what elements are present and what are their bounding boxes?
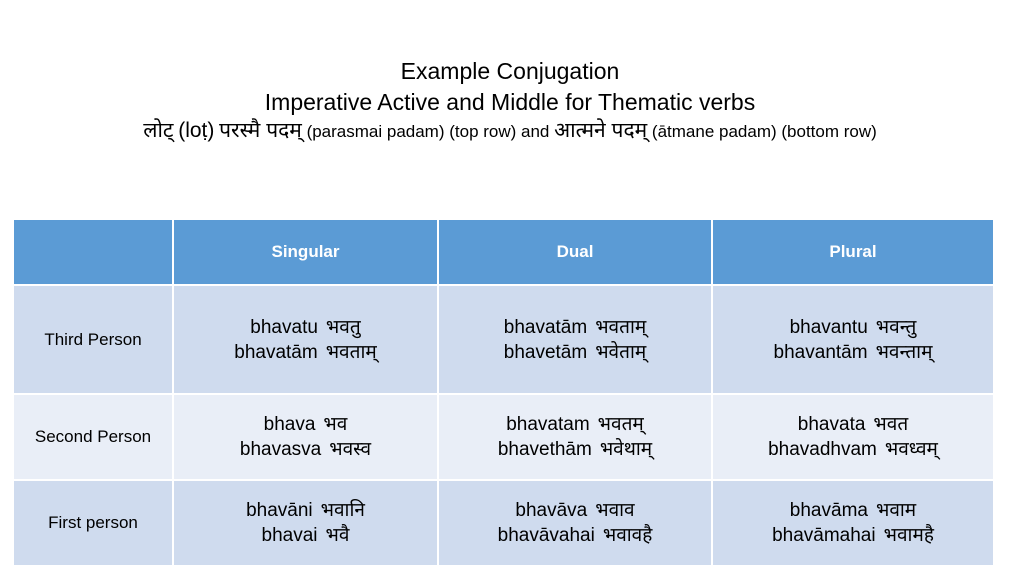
form-latin: bhavethām bbox=[497, 439, 592, 460]
caption-parasmai-iast: (parasmai padam) (top row) and bbox=[306, 122, 550, 141]
form-middle bbox=[174, 340, 437, 365]
title-block bbox=[0, 56, 1020, 145]
page-title: Example Conjugation bbox=[400, 58, 620, 84]
form-devanagari: भवामहै bbox=[883, 525, 934, 546]
form-middle bbox=[713, 437, 993, 462]
row-label-first-person: First person bbox=[13, 480, 173, 566]
form-latin: bhavāvahai bbox=[497, 525, 595, 546]
form-active bbox=[174, 315, 437, 340]
form-middle bbox=[713, 340, 993, 365]
cell-second-singular bbox=[173, 394, 438, 480]
form-devanagari: भवेताम् bbox=[595, 341, 647, 363]
caption-parasmai-devanagari: परस्मै पदम् bbox=[219, 119, 302, 142]
form-middle bbox=[174, 523, 437, 548]
form-latin: bhavatam bbox=[506, 414, 590, 435]
cell-first-plural bbox=[712, 480, 994, 566]
form-devanagari: भवन्ताम् bbox=[875, 341, 933, 363]
form-devanagari: भवाम bbox=[875, 500, 917, 521]
row-label-second-person: Second Person bbox=[13, 394, 173, 480]
form-middle bbox=[439, 437, 711, 462]
form-latin: bhavāmahai bbox=[772, 525, 876, 546]
form-latin: bhavāni bbox=[246, 500, 313, 521]
form-devanagari: भवताम् bbox=[325, 341, 377, 363]
row-label-third-person: Third Person bbox=[13, 285, 173, 394]
form-active bbox=[174, 412, 437, 437]
form-devanagari: भवानि bbox=[320, 500, 365, 521]
form-latin: bhavantu bbox=[789, 316, 868, 338]
conjugation-table bbox=[12, 218, 995, 567]
cell-first-singular bbox=[173, 480, 438, 566]
table-header-row bbox=[13, 219, 994, 285]
form-active bbox=[174, 498, 437, 523]
form-latin: bhavata bbox=[797, 414, 866, 435]
form-middle bbox=[439, 340, 711, 365]
form-devanagari: भवावहै bbox=[602, 525, 653, 546]
cell-third-singular bbox=[173, 285, 438, 394]
form-middle bbox=[439, 523, 711, 548]
caption-lot-devanagari: लोट् bbox=[143, 119, 174, 142]
table-row-second-person bbox=[13, 394, 994, 480]
form-latin: bhava bbox=[263, 414, 316, 435]
form-latin: bhavatu bbox=[250, 316, 318, 338]
header-corner-cell bbox=[13, 219, 173, 285]
form-devanagari: भवतम् bbox=[597, 414, 644, 435]
page-caption bbox=[0, 118, 1020, 145]
form-active bbox=[713, 315, 993, 340]
column-header-singular: Singular bbox=[173, 219, 438, 285]
form-active bbox=[439, 498, 711, 523]
form-latin: bhavatām bbox=[234, 341, 318, 363]
table-row-first-person bbox=[13, 480, 994, 566]
form-devanagari: भवध्वम् bbox=[884, 439, 938, 460]
form-active bbox=[713, 412, 993, 437]
form-devanagari: भवाव bbox=[595, 500, 635, 521]
form-devanagari: भवताम् bbox=[595, 316, 647, 338]
form-devanagari: भवत bbox=[873, 414, 909, 435]
column-header-dual: Dual bbox=[438, 219, 712, 285]
caption-lot-iast: (loṭ) bbox=[178, 119, 215, 142]
form-active bbox=[439, 315, 711, 340]
cell-second-dual bbox=[438, 394, 712, 480]
cell-third-plural bbox=[712, 285, 994, 394]
form-latin: bhavatām bbox=[503, 316, 588, 338]
form-devanagari: भवन्तु bbox=[875, 316, 917, 338]
table-row-third-person bbox=[13, 285, 994, 394]
caption-atmane-iast: (ātmane padam) (bottom row) bbox=[651, 122, 877, 141]
page-subtitle: Imperative Active and Middle for Thematic verbs bbox=[264, 89, 756, 115]
form-latin: bhavai bbox=[261, 525, 318, 546]
cell-first-dual bbox=[438, 480, 712, 566]
form-devanagari: भवै bbox=[325, 525, 350, 546]
cell-third-dual bbox=[438, 285, 712, 394]
form-middle bbox=[174, 437, 437, 462]
form-middle bbox=[713, 523, 993, 548]
form-active bbox=[439, 412, 711, 437]
column-header-plural: Plural bbox=[712, 219, 994, 285]
form-latin: bhavantām bbox=[773, 341, 868, 363]
form-devanagari: भवतु bbox=[325, 316, 361, 338]
form-latin: bhavadhvam bbox=[768, 439, 877, 460]
form-latin: bhavetām bbox=[503, 341, 588, 363]
form-latin: bhavasva bbox=[239, 439, 322, 460]
cell-second-plural bbox=[712, 394, 994, 480]
form-devanagari: भवेथाम् bbox=[599, 439, 653, 460]
form-latin: bhavāva bbox=[515, 500, 588, 521]
caption-atmane-devanagari: आत्मने पदम् bbox=[554, 119, 648, 142]
form-devanagari: भव bbox=[323, 414, 348, 435]
form-active bbox=[713, 498, 993, 523]
form-devanagari: भवस्व bbox=[329, 439, 372, 460]
form-latin: bhavāma bbox=[789, 500, 868, 521]
